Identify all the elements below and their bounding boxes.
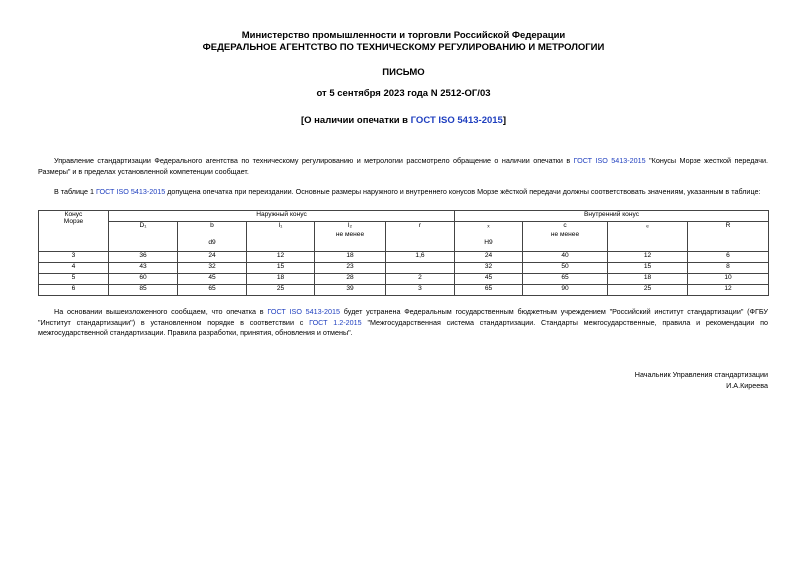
- table-cell: 45: [455, 274, 523, 285]
- document-type: ПИСЬМО: [382, 67, 425, 78]
- table-cell: 6: [39, 285, 109, 296]
- subheader-cell: b d9: [178, 222, 247, 252]
- table-cell: 60: [109, 274, 178, 285]
- table-cell: 12: [608, 252, 688, 263]
- table-cell: 65: [455, 285, 523, 296]
- table-cell: 24: [455, 252, 523, 263]
- table-cell: 2: [386, 274, 455, 285]
- table-cell: 25: [247, 285, 315, 296]
- agency-title: ФЕДЕРАЛЬНОЕ АГЕНТСТВО ПО ТЕХНИЧЕСКОМУ РЕГУЛИРОВАНИЮ И МЕТРОЛОГИИ: [202, 42, 605, 53]
- paragraph-2: [38, 187, 768, 198]
- table-cell: 25: [608, 285, 688, 296]
- table-cell: 3: [39, 252, 109, 263]
- subheader-cell: r: [386, 222, 455, 252]
- table-cell: 6: [688, 252, 769, 263]
- gost-iso-5413-link-3[interactable]: ГОСТ ISO 5413-2015: [267, 307, 341, 316]
- table-cell: 15: [608, 263, 688, 274]
- paragraph-3: [38, 307, 768, 339]
- table-cell: 39: [315, 285, 386, 296]
- table-cell: 23: [315, 263, 386, 274]
- subject-suffix: ]: [502, 115, 506, 126]
- gost-iso-5413-link-2[interactable]: ГОСТ ISO 5413-2015: [96, 187, 166, 196]
- paragraph-1: [38, 156, 768, 177]
- document-date-number: от 5 сентября 2023 года N 2512-ОГ/03: [316, 88, 491, 99]
- table-cell: 10: [688, 274, 769, 285]
- ministry-title: Министерство промышленности и торговли Российской Федерации: [241, 30, 566, 41]
- table-cell: 12: [688, 285, 769, 296]
- table-cell: 12: [247, 252, 315, 263]
- table-cell: 45: [178, 274, 247, 285]
- table-cell: 4: [39, 263, 109, 274]
- table-cell: 32: [455, 263, 523, 274]
- table-cell: 24: [178, 252, 247, 263]
- subheader-cell: c не менее: [523, 222, 608, 252]
- subheader-cell: R: [688, 222, 769, 252]
- paragraph-2-text-b: допущена опечатка при переиздании. Основные размеры наружного и внутреннего конусов Морзе жёсткой передачи должны соответствовать значениям, указанным в таблице:: [165, 187, 761, 196]
- table-cell: 18: [608, 274, 688, 285]
- table-cell: [386, 263, 455, 274]
- table-cell: 32: [178, 263, 247, 274]
- paragraph-3-text-a: На основании вышеизложенного сообщаем, что опечатка в: [54, 307, 268, 316]
- table-cell: 8: [688, 263, 769, 274]
- paragraph-3-text-c: "Межгосударственная система стандартизации. Стандарты межгосударственные, правила и рекомендации по межгосударственной стандартизации. Правила разработки, принятия, обновления и отмены".: [38, 317, 769, 337]
- table-row: [39, 263, 769, 274]
- subject-gost-link[interactable]: ГОСТ ISO 5413-2015: [410, 115, 503, 126]
- gost-1-2-2015-link[interactable]: ГОСТ 1.2-2015: [309, 317, 362, 327]
- document-subject: [0, 115, 807, 126]
- table-cell: 5: [39, 274, 109, 285]
- subheader-cell: ₓ H9: [455, 222, 523, 252]
- paragraph-3-text-b: будет устранена Федеральным государственным бюджетным учреждением "Российский институт стандартизации" (ФГБУ "Институт стандартизации") в установленном порядке в соответствии с: [38, 307, 769, 327]
- subheader-cell: l₂ не менее: [315, 222, 386, 252]
- paragraph-2-text-a: В таблице 1: [54, 187, 97, 196]
- signature-name: И.А.Киреева: [726, 381, 768, 390]
- subheader-cell: l₁: [247, 222, 315, 252]
- dimensions-table: [38, 210, 769, 296]
- subject-prefix: [О наличии опечатки в: [300, 115, 411, 126]
- table-cell: 28: [315, 274, 386, 285]
- table-cell: 1,6: [386, 252, 455, 263]
- table-cell: 18: [247, 274, 315, 285]
- subheader-cell: ₑ: [608, 222, 688, 252]
- table-row: [39, 274, 769, 285]
- signature-position: Начальник Управления стандартизации: [634, 370, 768, 379]
- table-cell: 18: [315, 252, 386, 263]
- gost-iso-5413-link[interactable]: ГОСТ ISO 5413-2015: [573, 156, 646, 165]
- table-cell: 40: [523, 252, 608, 263]
- header-outer-cone: Наружный конус: [109, 211, 455, 222]
- subheader-cell: D₁: [109, 222, 178, 252]
- table-cell: 36: [109, 252, 178, 263]
- table-cell: 3: [386, 285, 455, 296]
- table-row: [39, 285, 769, 296]
- table-cell: 65: [178, 285, 247, 296]
- header-inner-cone: Внутренний конус: [455, 211, 769, 222]
- paragraph-1-text-a: Управление стандартизации Федерального агентства по техническому регулированию и метрологии рассмотрело обращение о наличии опечатки в: [54, 156, 574, 165]
- table-cell: 15: [247, 263, 315, 274]
- table-row: [39, 252, 769, 263]
- table-cell: 43: [109, 263, 178, 274]
- header-cone-morse: Конус Морзе: [39, 211, 109, 252]
- paragraph-1-text-b: "Конусы Морзе жесткой передачи. Размеры" и в пределах установленной компетенции сообщает.: [38, 156, 769, 176]
- table-cell: 85: [109, 285, 178, 296]
- table-cell: 90: [523, 285, 608, 296]
- table-cell: 50: [523, 263, 608, 274]
- table-cell: 65: [523, 274, 608, 285]
